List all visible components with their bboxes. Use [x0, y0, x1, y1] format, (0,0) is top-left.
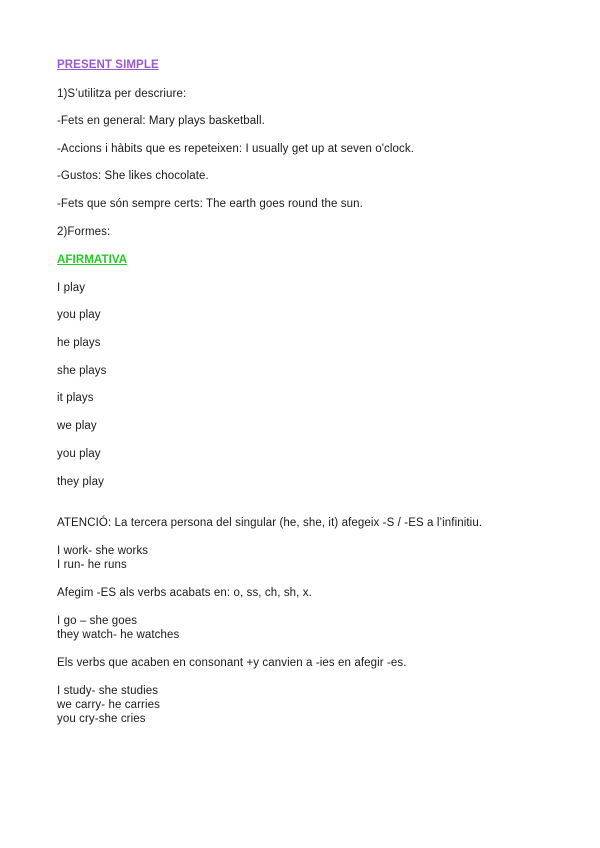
example-line: I run- he runs	[57, 559, 127, 571]
example-line: we carry- he carries	[57, 699, 160, 711]
conjugation-line: you play	[57, 448, 101, 460]
conjugation-line: they play	[57, 476, 104, 488]
rule-ies-note: Els verbs que acaben en consonant +y canvien a -ies en afegir -es.	[57, 657, 407, 669]
conjugation-line: he plays	[57, 337, 101, 349]
example-line: they watch- he watches	[57, 629, 180, 641]
rule-es-note: Afegim -ES als verbs acabats en: o, ss, ch, sh, x.	[57, 587, 312, 599]
use-item: -Fets que són sempre certs: The earth goes round the sun.	[57, 198, 363, 210]
use-item: -Gustos: She likes chocolate.	[57, 170, 209, 182]
attention-note: ATENCIÓ: La tercera persona del singular (he, she, it) afegeix -S / -ES a l’infinitiu.	[57, 517, 483, 529]
example-line: I go – she goes	[57, 615, 138, 627]
use-item: -Accions i hàbits que es repeteixen: I usually get up at seven o'clock.	[57, 143, 415, 155]
affirmative-heading: AFIRMATIVA	[57, 254, 128, 266]
page-title: PRESENT SIMPLE	[57, 59, 159, 71]
forms-intro: 2)Formes:	[57, 226, 111, 238]
example-line: I study- she studies	[57, 685, 159, 697]
use-item: -Fets en general: Mary plays basketball.	[57, 115, 265, 127]
conjugation-line: it plays	[57, 392, 94, 404]
uses-intro: 1)S’utilitza per descriure:	[57, 88, 187, 100]
conjugation-line: you play	[57, 309, 101, 321]
example-line: you cry-she cries	[57, 713, 146, 725]
conjugation-line: she plays	[57, 365, 107, 377]
example-line: I work- she works	[57, 545, 149, 557]
conjugation-line: we play	[57, 420, 97, 432]
conjugation-line: I play	[57, 282, 86, 294]
